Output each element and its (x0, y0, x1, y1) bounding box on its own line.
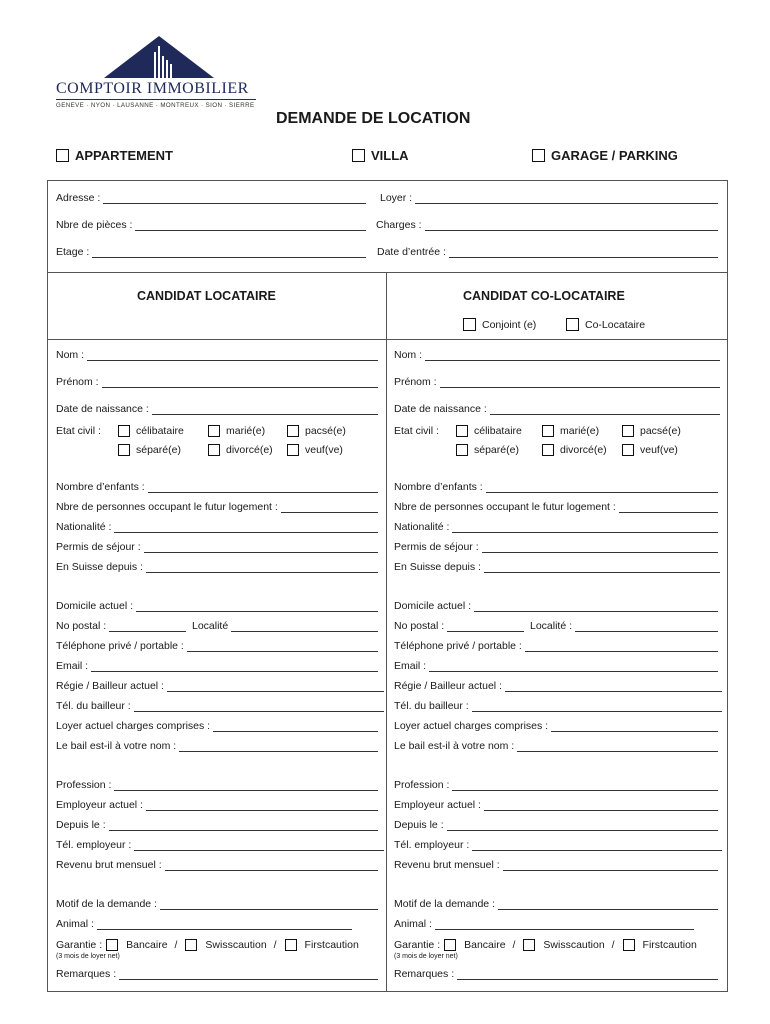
type-garage[interactable]: GARAGE / PARKING (532, 148, 678, 163)
checkbox-bancaire[interactable] (106, 939, 118, 951)
heading-colocataire: CANDIDAT CO-LOCATAIRE (463, 289, 625, 303)
checkbox[interactable] (287, 444, 299, 456)
checkbox[interactable] (463, 318, 476, 331)
left-loyer-actuel[interactable]: Loyer actuel charges comprises : (56, 720, 378, 732)
left-naissance[interactable]: Date de naissance : (56, 403, 378, 415)
right-prenom[interactable]: Prénom : (394, 376, 720, 388)
field-pieces[interactable]: Nbre de pièces : (56, 219, 366, 231)
left-remarques[interactable]: Remarques : (56, 968, 378, 980)
form-title: DEMANDE DE LOCATION (276, 110, 471, 127)
field-adresse[interactable]: Adresse : (56, 192, 366, 204)
right-regie[interactable]: Régie / Bailleur actuel : (394, 680, 722, 692)
checkbox-swisscaution[interactable] (523, 939, 535, 951)
left-etat-civil-label: Etat civil : (56, 425, 101, 437)
heading-divider (47, 339, 728, 340)
option-conjoint[interactable]: Conjoint (e) (463, 318, 536, 331)
checkbox[interactable] (352, 149, 365, 162)
left-permis[interactable]: Permis de séjour : (56, 541, 378, 553)
left-civil-separe[interactable]: séparé(e) (118, 444, 181, 456)
checkbox[interactable] (542, 425, 554, 437)
left-civil-pacse[interactable]: pacsé(e) (287, 425, 346, 437)
checkbox[interactable] (532, 149, 545, 162)
right-telephone[interactable]: Téléphone privé / portable : (394, 640, 718, 652)
checkbox[interactable] (208, 425, 220, 437)
left-domicile[interactable]: Domicile actuel : (56, 600, 378, 612)
checkbox[interactable] (622, 444, 634, 456)
right-animal[interactable]: Animal : (394, 918, 694, 930)
option-colocataire[interactable]: Co-Locataire (566, 318, 645, 331)
left-civil-divorce[interactable]: divorcé(e) (208, 444, 273, 456)
left-tel-employeur[interactable]: Tél. employeur : (56, 839, 384, 851)
checkbox-bancaire[interactable] (444, 939, 456, 951)
field-loyer[interactable]: Loyer : (380, 192, 718, 204)
right-revenu[interactable]: Revenu brut mensuel : (394, 859, 718, 871)
right-enfants[interactable]: Nombre d’enfants : (394, 481, 718, 493)
right-civil-celibataire[interactable]: célibataire (456, 425, 522, 437)
right-employeur[interactable]: Employeur actuel : (394, 799, 718, 811)
right-suisse[interactable]: En Suisse depuis : (394, 561, 720, 573)
checkbox[interactable] (118, 444, 130, 456)
field-etage[interactable]: Etage : (56, 246, 366, 258)
right-civil-veuf[interactable]: veuf(ve) (622, 444, 678, 456)
right-loyer-actuel[interactable]: Loyer actuel charges comprises : (394, 720, 718, 732)
type-villa[interactable]: VILLA (352, 148, 409, 163)
checkbox-swisscaution[interactable] (185, 939, 197, 951)
logo-divider (56, 99, 256, 100)
field-date-entree[interactable]: Date d’entrée : (377, 246, 718, 258)
right-permis[interactable]: Permis de séjour : (394, 541, 718, 553)
left-civil-marie[interactable]: marié(e) (208, 425, 265, 437)
logo-name: COMPTOIR IMMOBILIER (56, 80, 249, 97)
left-garantie-note: (3 mois de loyer net) (56, 953, 120, 960)
right-etat-civil-label: Etat civil : (394, 425, 439, 437)
checkbox[interactable] (56, 149, 69, 162)
right-civil-separe[interactable]: séparé(e) (456, 444, 519, 456)
left-depuis[interactable]: Depuis le : (56, 819, 378, 831)
left-suisse[interactable]: En Suisse depuis : (56, 561, 378, 573)
right-tel-bailleur[interactable]: Tél. du bailleur : (394, 700, 722, 712)
left-garantie: Garantie : Bancaire / Swisscaution / Firstcaution (56, 939, 359, 951)
right-localite[interactable]: Localité : (530, 620, 718, 632)
left-email[interactable]: Email : (56, 660, 378, 672)
left-civil-veuf[interactable]: veuf(ve) (287, 444, 343, 456)
left-regie[interactable]: Régie / Bailleur actuel : (56, 680, 384, 692)
checkbox[interactable] (456, 444, 468, 456)
column-divider (386, 272, 387, 992)
right-naissance[interactable]: Date de naissance : (394, 403, 720, 415)
left-nom[interactable]: Nom : (56, 349, 378, 361)
right-remarques[interactable]: Remarques : (394, 968, 718, 980)
field-charges[interactable]: Charges : (376, 219, 718, 231)
right-personnes[interactable]: Nbre de personnes occupant le futur logement : (394, 501, 718, 513)
checkbox[interactable] (287, 425, 299, 437)
right-garantie-note: (3 mois de loyer net) (394, 953, 458, 960)
right-postal[interactable]: No postal : (394, 620, 524, 632)
right-civil-marie[interactable]: marié(e) (542, 425, 599, 437)
right-nationalite[interactable]: Nationalité : (394, 521, 718, 533)
logo-cities: GENEVE · NYON · LAUSANNE · MONTREUX · SION · SIERRE (56, 102, 255, 109)
left-bail[interactable]: Le bail est-il à votre nom : (56, 740, 378, 752)
heading-locataire: CANDIDAT LOCATAIRE (137, 289, 276, 303)
checkbox[interactable] (566, 318, 579, 331)
right-email[interactable]: Email : (394, 660, 718, 672)
left-tel-bailleur[interactable]: Tél. du bailleur : (56, 700, 384, 712)
left-motif[interactable]: Motif de la demande : (56, 898, 378, 910)
left-prenom[interactable]: Prénom : (56, 376, 378, 388)
right-domicile[interactable]: Domicile actuel : (394, 600, 718, 612)
left-nationalite[interactable]: Nationalité : (56, 521, 378, 533)
type-appartement[interactable]: APPARTEMENT (56, 148, 173, 163)
left-revenu[interactable]: Revenu brut mensuel : (56, 859, 378, 871)
left-personnes[interactable]: Nbre de personnes occupant le futur logement : (56, 501, 378, 513)
left-enfants[interactable]: Nombre d’enfants : (56, 481, 378, 493)
company-logo (104, 34, 214, 80)
left-postal[interactable]: No postal : (56, 620, 186, 632)
checkbox[interactable] (622, 425, 634, 437)
left-profession[interactable]: Profession : (56, 779, 378, 791)
right-profession[interactable]: Profession : (394, 779, 718, 791)
right-tel-employeur[interactable]: Tél. employeur : (394, 839, 722, 851)
checkbox[interactable] (208, 444, 220, 456)
right-bail[interactable]: Le bail est-il à votre nom : (394, 740, 718, 752)
left-civil-celibataire[interactable]: célibataire (118, 425, 184, 437)
checkbox[interactable] (456, 425, 468, 437)
left-localite[interactable]: Localité (192, 620, 378, 632)
right-nom[interactable]: Nom : (394, 349, 720, 361)
checkbox[interactable] (542, 444, 554, 456)
right-civil-divorce[interactable]: divorcé(e) (542, 444, 607, 456)
right-depuis[interactable]: Depuis le : (394, 819, 718, 831)
checkbox-firstcaution[interactable] (285, 939, 297, 951)
right-civil-pacse[interactable]: pacsé(e) (622, 425, 681, 437)
right-garantie: Garantie : Bancaire / Swisscaution / Firstcaution (394, 939, 697, 951)
left-animal[interactable]: Animal : (56, 918, 352, 930)
checkbox[interactable] (118, 425, 130, 437)
left-telephone[interactable]: Téléphone privé / portable : (56, 640, 378, 652)
checkbox-firstcaution[interactable] (623, 939, 635, 951)
left-employeur[interactable]: Employeur actuel : (56, 799, 378, 811)
right-motif[interactable]: Motif de la demande : (394, 898, 718, 910)
